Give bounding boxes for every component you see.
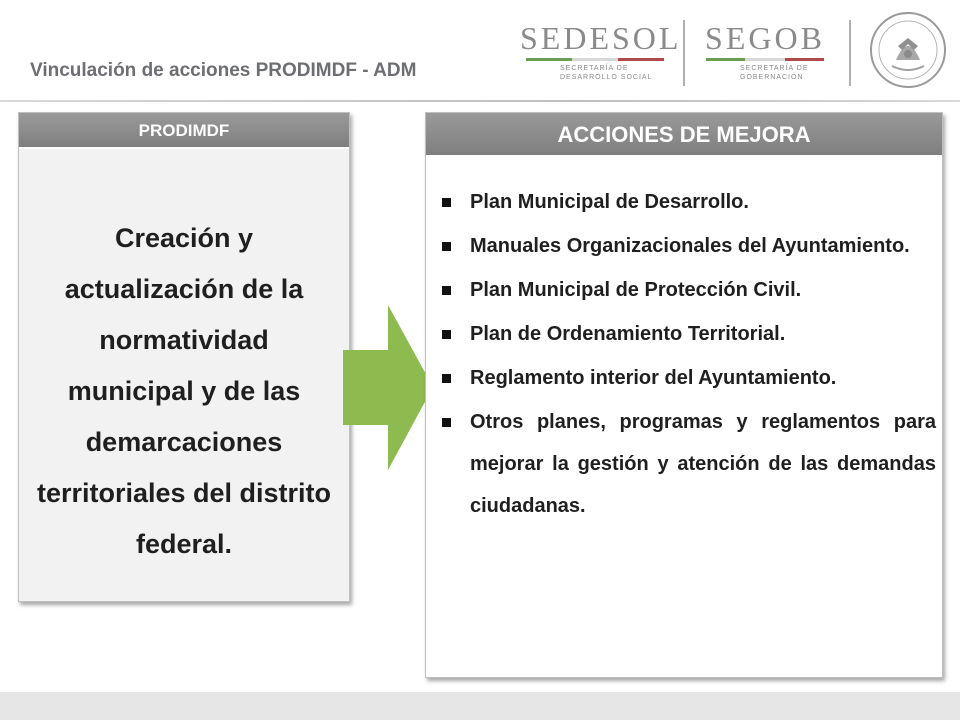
logo-divider xyxy=(683,20,685,86)
list-item xyxy=(440,357,936,399)
segob-flag-stripe xyxy=(706,58,824,61)
square-bullet-icon xyxy=(442,418,451,427)
list-item-text: Reglamento interior del Ayuntamiento. xyxy=(470,367,837,389)
sedesol-logo-subtitle-2: DESARROLLO SOCIAL xyxy=(560,74,653,81)
segob-logo-subtitle-1: SECRETARÍA DE xyxy=(740,65,809,72)
prodimdf-panel-header: PRODIMDF xyxy=(19,113,349,149)
segob-logo-name: SEGOB xyxy=(705,20,825,56)
list-item xyxy=(440,225,936,267)
list-item xyxy=(440,269,936,311)
right-arrow-icon xyxy=(343,305,433,470)
segob-logo xyxy=(700,22,830,92)
acciones-list xyxy=(426,157,942,527)
square-bullet-icon xyxy=(442,198,451,207)
acciones-panel xyxy=(425,112,943,678)
list-item xyxy=(440,181,936,223)
logo-divider xyxy=(849,20,851,86)
segob-logo-subtitle-2: GOBERNACIÓN xyxy=(740,74,804,81)
slide-title: Vinculación de acciones PRODIMDF - ADM xyxy=(30,60,417,81)
coat-of-arms-seal-icon xyxy=(868,10,948,90)
list-item-text: Manuales Organizacionales del Ayuntamiento. xyxy=(470,235,910,257)
header-divider xyxy=(0,100,960,102)
sedesol-logo-name: SEDESOL xyxy=(520,20,682,56)
sedesol-logo xyxy=(520,20,682,92)
list-item-text: Plan Municipal de Protección Civil. xyxy=(470,279,802,301)
list-item-text: Plan Municipal de Desarrollo. xyxy=(470,191,749,213)
square-bullet-icon xyxy=(442,330,451,339)
list-item-text: Otros planes, programas y reglamentos para mejorar la gestión y atención de las demandas ciudadanas. xyxy=(470,411,936,517)
list-item xyxy=(440,313,936,355)
footer-bar xyxy=(0,692,960,720)
prodimdf-panel xyxy=(18,112,350,602)
square-bullet-icon xyxy=(442,286,451,295)
list-item xyxy=(440,401,936,527)
prodimdf-panel-body: Creación y actualización de la normatividad municipal y de las demarcaciones territoriales del distrito federal. xyxy=(36,223,332,559)
list-item-text: Plan de Ordenamiento Territorial. xyxy=(470,323,786,345)
square-bullet-icon xyxy=(442,242,451,251)
acciones-panel-header: ACCIONES DE MEJORA xyxy=(426,113,942,157)
sedesol-logo-subtitle-1: SECRETARÍA DE xyxy=(560,65,629,72)
sedesol-flag-stripe xyxy=(526,58,664,61)
square-bullet-icon xyxy=(442,374,451,383)
